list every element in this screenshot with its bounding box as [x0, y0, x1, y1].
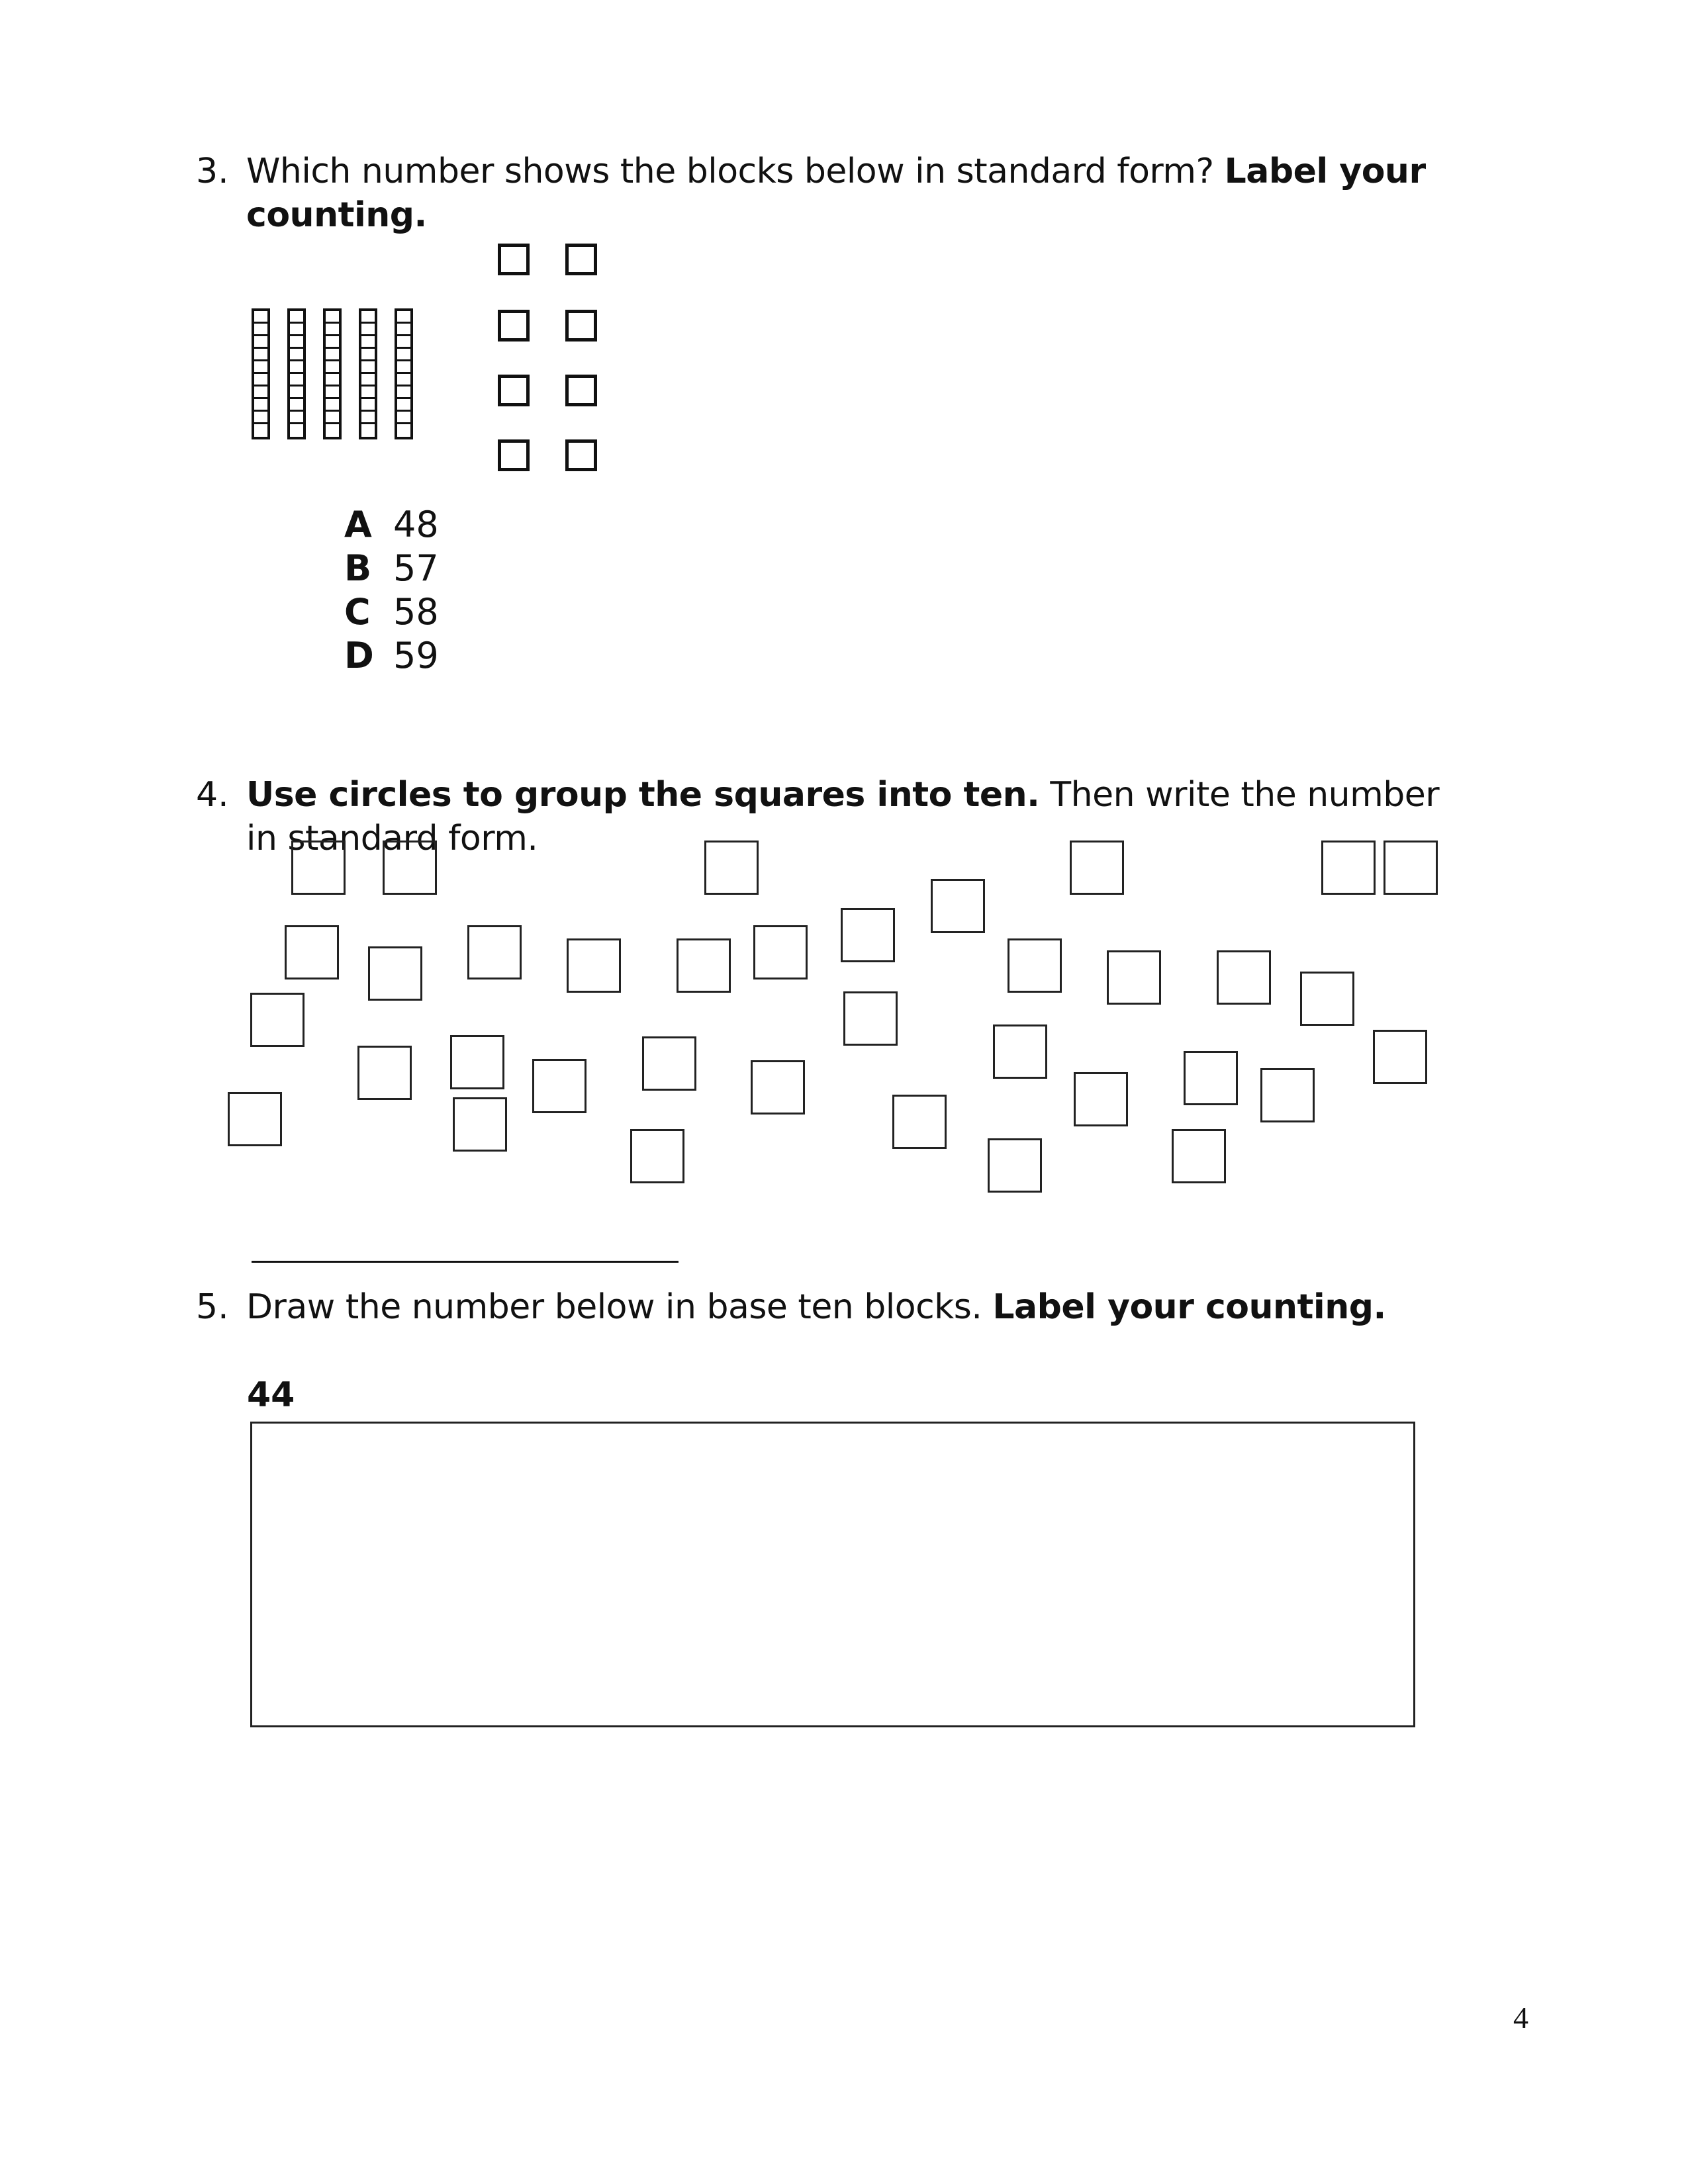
ones-unit: [565, 375, 597, 406]
loose-square: [993, 1024, 1047, 1079]
choice-b[interactable]: B 57: [344, 547, 439, 589]
loose-square: [1074, 1072, 1128, 1126]
loose-square: [453, 1097, 507, 1152]
ones-unit: [565, 244, 597, 275]
loose-square: [250, 993, 305, 1047]
q3-instruction: Label your counting.: [246, 152, 1426, 235]
q3-choices: [344, 503, 439, 678]
loose-square: [1070, 841, 1124, 895]
loose-square: [1107, 950, 1161, 1005]
loose-square: [1008, 938, 1062, 993]
loose-square: [1260, 1068, 1315, 1122]
tens-rod: [323, 308, 342, 439]
loose-square: [228, 1092, 282, 1146]
q4-text: Then write the number in standard form.: [246, 775, 1440, 858]
loose-square: [383, 841, 437, 895]
loose-square: [1184, 1051, 1238, 1105]
q3-number: 3.: [196, 152, 229, 191]
choice-d[interactable]: D 59: [344, 635, 439, 676]
loose-square: [1373, 1030, 1427, 1084]
loose-square: [368, 946, 422, 1001]
tens-rod: [359, 308, 377, 439]
ones-unit: [565, 310, 597, 341]
ones-unit: [498, 310, 530, 341]
loose-square: [1321, 841, 1376, 895]
loose-square: [843, 991, 898, 1046]
tens-rod: [395, 308, 413, 439]
ones-unit: [498, 375, 530, 406]
loose-square: [1217, 950, 1271, 1005]
q3-prompt: [246, 150, 1504, 237]
loose-square: [892, 1095, 947, 1149]
loose-square: [642, 1036, 696, 1091]
loose-square: [567, 938, 621, 993]
q4-number: 4.: [196, 775, 229, 815]
loose-square: [285, 925, 339, 979]
loose-square: [988, 1138, 1042, 1193]
loose-square: [751, 1060, 805, 1115]
loose-square: [677, 938, 731, 993]
loose-square: [532, 1059, 586, 1113]
choice-c[interactable]: C 58: [344, 591, 439, 633]
loose-square: [630, 1129, 684, 1183]
page-number: 4: [1513, 2001, 1528, 2034]
loose-square: [753, 925, 808, 979]
choice-a[interactable]: A 48: [344, 504, 439, 545]
loose-square: [1172, 1129, 1226, 1183]
loose-square: [291, 841, 346, 895]
q5-text: Draw the number below in base ten blocks.: [246, 1287, 982, 1327]
loose-square: [1383, 841, 1438, 895]
ones-unit: [498, 439, 530, 471]
q4-answer-line[interactable]: [252, 1261, 679, 1263]
q4-instruction: Use circles to group the squares into ten.: [246, 775, 1040, 815]
q5-prompt: [246, 1285, 1504, 1329]
q5-target-number: 44: [247, 1375, 295, 1415]
loose-square: [467, 925, 522, 979]
q3-text: Which number shows the blocks below in standard form?: [246, 152, 1214, 191]
loose-square: [931, 879, 985, 933]
loose-square: [1300, 972, 1354, 1026]
q5-instruction: Label your counting.: [992, 1287, 1386, 1327]
tens-rod: [287, 308, 306, 439]
loose-square: [357, 1046, 412, 1100]
loose-square: [841, 908, 895, 962]
q5-drawing-box[interactable]: [250, 1422, 1415, 1727]
loose-square: [704, 841, 759, 895]
ones-unit: [565, 439, 597, 471]
loose-square: [450, 1035, 504, 1089]
q5-number: 5.: [196, 1287, 229, 1327]
tens-rod: [252, 308, 270, 439]
ones-unit: [498, 244, 530, 275]
